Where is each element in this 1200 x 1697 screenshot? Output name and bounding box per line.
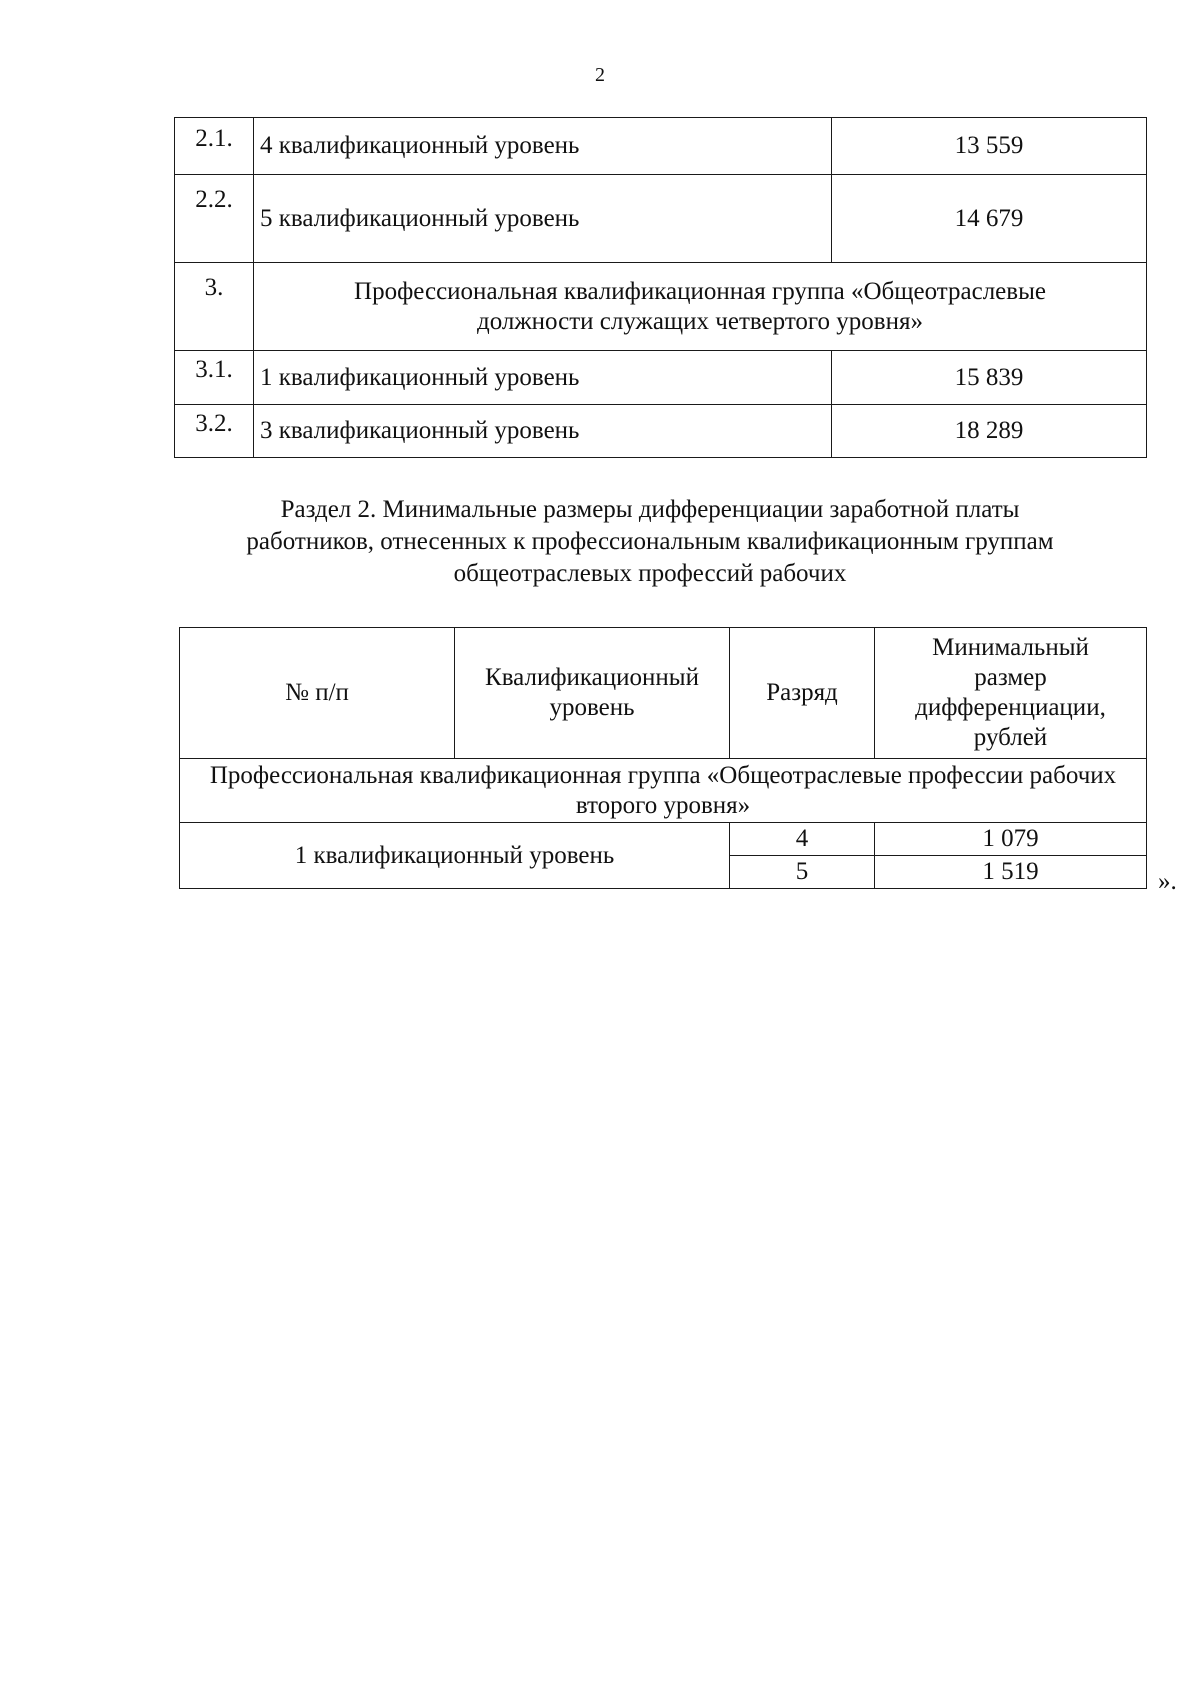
table-row [180,823,1147,856]
header-number: № п/п [180,628,455,759]
closing-quote: ». [1158,868,1177,895]
group-title-text: Профессиональная квалификационная группа «Общеотраслевые должности служащих четвертого уровня» [354,277,1046,335]
page-number: 2 [595,64,605,86]
salary-table-section1 [174,117,1147,458]
row-value: 14 679 [832,175,1147,263]
row-number: 3.1. [175,351,254,405]
amount-cell: 1 079 [875,823,1147,856]
grade-cell: 4 [730,823,875,856]
section-2-title [150,494,1150,590]
section-title-line: работников, отнесенных к профессиональным квалификационным группам [246,528,1054,555]
section-title-line: общеотраслевых профессий рабочих [453,560,847,587]
row-label: 3 квалификационный уровень [254,405,832,458]
table-row [175,118,1147,175]
group-title [254,263,1147,351]
row-number: 2.1. [175,118,254,175]
row-number: 3. [175,263,254,351]
header-level: Квалификационный уровень [455,628,730,759]
grade-cell: 5 [730,856,875,889]
row-value: 13 559 [832,118,1147,175]
header-amount: Минимальный размер дифференциации, рублей [875,628,1147,759]
table-row [175,175,1147,263]
salary-table-section2 [179,627,1147,889]
table-row-group [175,263,1147,351]
row-label: 4 квалификационный уровень [254,118,832,175]
amount-cell: 1 519 [875,856,1147,889]
level-label: 1 квалификационный уровень [180,823,730,889]
row-value: 18 289 [832,405,1147,458]
table-row [175,351,1147,405]
row-number: 3.2. [175,405,254,458]
section-title-line: Раздел 2. Минимальные размеры дифференциации заработной платы [280,496,1020,523]
row-label: 5 квалификационный уровень [254,175,832,263]
row-number: 2.2. [175,175,254,263]
row-label: 1 квалификационный уровень [254,351,832,405]
header-grade: Разряд [730,628,875,759]
group-title: Профессиональная квалификационная группа «Общеотраслевые профессии рабочих второго уровня» [180,759,1147,823]
table-header-row [180,628,1147,759]
table-row [175,405,1147,458]
row-value: 15 839 [832,351,1147,405]
table-group-row [180,759,1147,823]
